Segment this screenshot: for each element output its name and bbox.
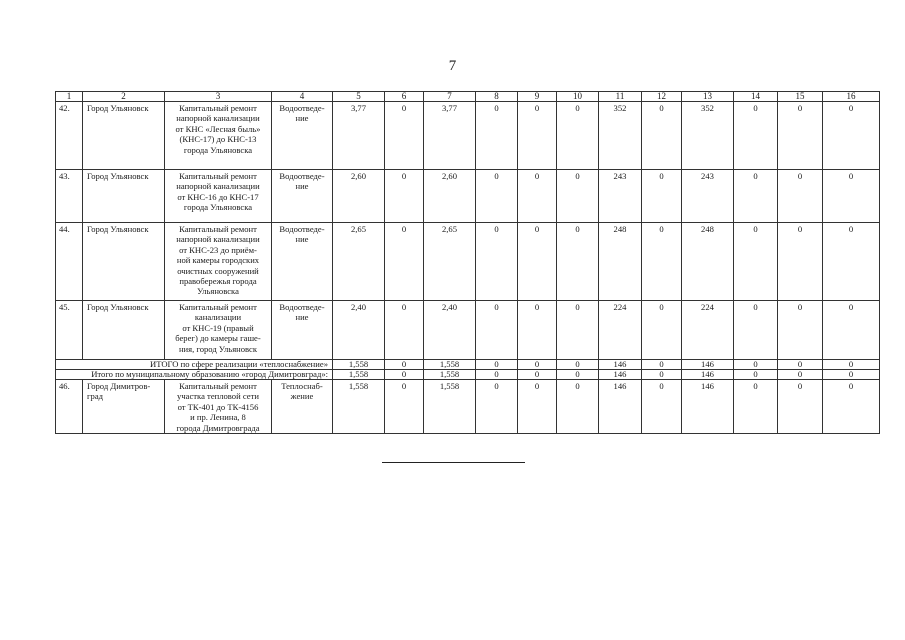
value-cell: 2,40 xyxy=(333,301,385,360)
sphere-cell: Водоотведе- ние xyxy=(272,223,333,301)
value-cell: 0 xyxy=(734,380,778,434)
header-cell: 4 xyxy=(272,92,333,102)
municipality-cell: Город Димитров- град xyxy=(83,380,165,434)
value-cell: 0 xyxy=(734,223,778,301)
description-cell: Капитальный ремонт напорной канализации от КНС-23 до приём- ной камеры городских очистных сооружений правобережья города Ульяновска xyxy=(165,223,272,301)
value-cell: 0 xyxy=(778,370,823,380)
value-cell: 0 xyxy=(823,380,880,434)
description-cell: Капитальный ремонт напорной канализации от КНС «Лесная быль» (КНС-17) до КНС-13 города Ульяновска xyxy=(165,102,272,170)
municipality-cell: Город Ульяновск xyxy=(83,102,165,170)
value-cell: 0 xyxy=(778,170,823,223)
table-row xyxy=(56,380,880,434)
header-cell: 3 xyxy=(165,92,272,102)
value-cell: 0 xyxy=(642,380,682,434)
total-label: ИТОГО по сфере реализации «теплоснабжение» xyxy=(56,360,333,370)
value-cell: 0 xyxy=(823,223,880,301)
value-cell: 0 xyxy=(557,370,599,380)
value-cell: 0 xyxy=(518,102,557,170)
value-cell: 0 xyxy=(518,170,557,223)
value-cell: 0 xyxy=(823,102,880,170)
header-cell: 2 xyxy=(83,92,165,102)
value-cell: 0 xyxy=(823,370,880,380)
row-number: 44. xyxy=(56,223,83,301)
value-cell: 0 xyxy=(642,223,682,301)
value-cell: 0 xyxy=(476,370,518,380)
header-cell: 5 xyxy=(333,92,385,102)
value-cell: 0 xyxy=(476,301,518,360)
value-cell: 0 xyxy=(823,170,880,223)
header-row xyxy=(56,92,880,102)
header-cell: 6 xyxy=(385,92,424,102)
value-cell: 0 xyxy=(642,360,682,370)
value-cell: 352 xyxy=(599,102,642,170)
value-cell: 0 xyxy=(557,223,599,301)
value-cell: 0 xyxy=(734,102,778,170)
value-cell: 0 xyxy=(734,360,778,370)
value-cell: 243 xyxy=(682,170,734,223)
sphere-cell: Водоотведе- ние xyxy=(272,170,333,223)
value-cell: 1,558 xyxy=(424,370,476,380)
value-cell: 224 xyxy=(682,301,734,360)
value-cell: 0 xyxy=(557,360,599,370)
value-cell: 0 xyxy=(476,380,518,434)
value-cell: 1,558 xyxy=(424,360,476,370)
header-cell: 7 xyxy=(424,92,476,102)
value-cell: 0 xyxy=(476,223,518,301)
value-cell: 0 xyxy=(385,170,424,223)
value-cell: 0 xyxy=(778,360,823,370)
closing-rule xyxy=(382,462,525,463)
value-cell: 0 xyxy=(385,360,424,370)
value-cell: 1,558 xyxy=(333,370,385,380)
value-cell: 0 xyxy=(518,360,557,370)
value-cell: 0 xyxy=(557,301,599,360)
value-cell: 0 xyxy=(476,360,518,370)
sphere-cell: Водоотведе- ние xyxy=(272,301,333,360)
value-cell: 0 xyxy=(476,170,518,223)
value-cell: 2,60 xyxy=(424,170,476,223)
value-cell: 0 xyxy=(778,223,823,301)
total-row xyxy=(56,370,880,380)
value-cell: 146 xyxy=(599,380,642,434)
value-cell: 0 xyxy=(778,102,823,170)
value-cell: 0 xyxy=(642,170,682,223)
description-cell: Капитальный ремонт участка тепловой сети от ТК-401 до ТК-4156 и пр. Ленина, 8 города Димитровграда xyxy=(165,380,272,434)
header-cell: 1 xyxy=(56,92,83,102)
table-row xyxy=(56,170,880,223)
value-cell: 3,77 xyxy=(424,102,476,170)
value-cell: 0 xyxy=(734,370,778,380)
value-cell: 0 xyxy=(642,301,682,360)
row-number: 46. xyxy=(56,380,83,434)
value-cell: 2,65 xyxy=(333,223,385,301)
value-cell: 2,65 xyxy=(424,223,476,301)
value-cell: 0 xyxy=(385,102,424,170)
header-cell: 15 xyxy=(778,92,823,102)
value-cell: 0 xyxy=(385,380,424,434)
value-cell: 2,40 xyxy=(424,301,476,360)
value-cell: 0 xyxy=(557,170,599,223)
value-cell: 0 xyxy=(557,380,599,434)
total-label: Итого по муниципальному образованию «город Димитровград»: xyxy=(56,370,333,380)
value-cell: 0 xyxy=(518,301,557,360)
header-cell: 16 xyxy=(823,92,880,102)
value-cell: 146 xyxy=(599,370,642,380)
value-cell: 3,77 xyxy=(333,102,385,170)
value-cell: 0 xyxy=(518,380,557,434)
value-cell: 0 xyxy=(734,301,778,360)
description-cell: Капитальный ремонт напорной канализации от КНС-16 до КНС-17 города Ульяновска xyxy=(165,170,272,223)
value-cell: 0 xyxy=(823,360,880,370)
sphere-cell: Теплоснаб- жение xyxy=(272,380,333,434)
value-cell: 2,60 xyxy=(333,170,385,223)
row-number: 45. xyxy=(56,301,83,360)
municipality-cell: Город Ульяновск xyxy=(83,301,165,360)
header-cell: 12 xyxy=(642,92,682,102)
total-row xyxy=(56,360,880,370)
value-cell: 0 xyxy=(778,380,823,434)
header-cell: 10 xyxy=(557,92,599,102)
value-cell: 224 xyxy=(599,301,642,360)
table-row xyxy=(56,223,880,301)
value-cell: 248 xyxy=(682,223,734,301)
value-cell: 1,558 xyxy=(333,380,385,434)
value-cell: 0 xyxy=(557,102,599,170)
municipality-cell: Город Ульяновск xyxy=(83,223,165,301)
value-cell: 0 xyxy=(642,102,682,170)
table-row xyxy=(56,102,880,170)
row-number: 42. xyxy=(56,102,83,170)
value-cell: 0 xyxy=(385,301,424,360)
header-cell: 8 xyxy=(476,92,518,102)
municipality-cell: Город Ульяновск xyxy=(83,170,165,223)
header-cell: 14 xyxy=(734,92,778,102)
value-cell: 0 xyxy=(518,370,557,380)
value-cell: 0 xyxy=(518,223,557,301)
value-cell: 146 xyxy=(682,370,734,380)
value-cell: 146 xyxy=(682,360,734,370)
header-cell: 11 xyxy=(599,92,642,102)
value-cell: 0 xyxy=(734,170,778,223)
value-cell: 1,558 xyxy=(424,380,476,434)
page-number: 7 xyxy=(448,58,457,74)
sphere-cell: Водоотведе- ние xyxy=(272,102,333,170)
row-number: 43. xyxy=(56,170,83,223)
value-cell: 0 xyxy=(778,301,823,360)
value-cell: 0 xyxy=(476,102,518,170)
value-cell: 1,558 xyxy=(333,360,385,370)
value-cell: 0 xyxy=(823,301,880,360)
header-cell: 9 xyxy=(518,92,557,102)
value-cell: 146 xyxy=(682,380,734,434)
data-table xyxy=(55,91,880,434)
value-cell: 0 xyxy=(642,370,682,380)
value-cell: 352 xyxy=(682,102,734,170)
header-cell: 13 xyxy=(682,92,734,102)
table-row xyxy=(56,301,880,360)
description-cell: Капитальный ремонт канализации от КНС-19 (правый берег) до камеры гаше- ния, город Ульяновск xyxy=(165,301,272,360)
value-cell: 0 xyxy=(385,223,424,301)
value-cell: 0 xyxy=(385,370,424,380)
value-cell: 248 xyxy=(599,223,642,301)
value-cell: 146 xyxy=(599,360,642,370)
value-cell: 243 xyxy=(599,170,642,223)
